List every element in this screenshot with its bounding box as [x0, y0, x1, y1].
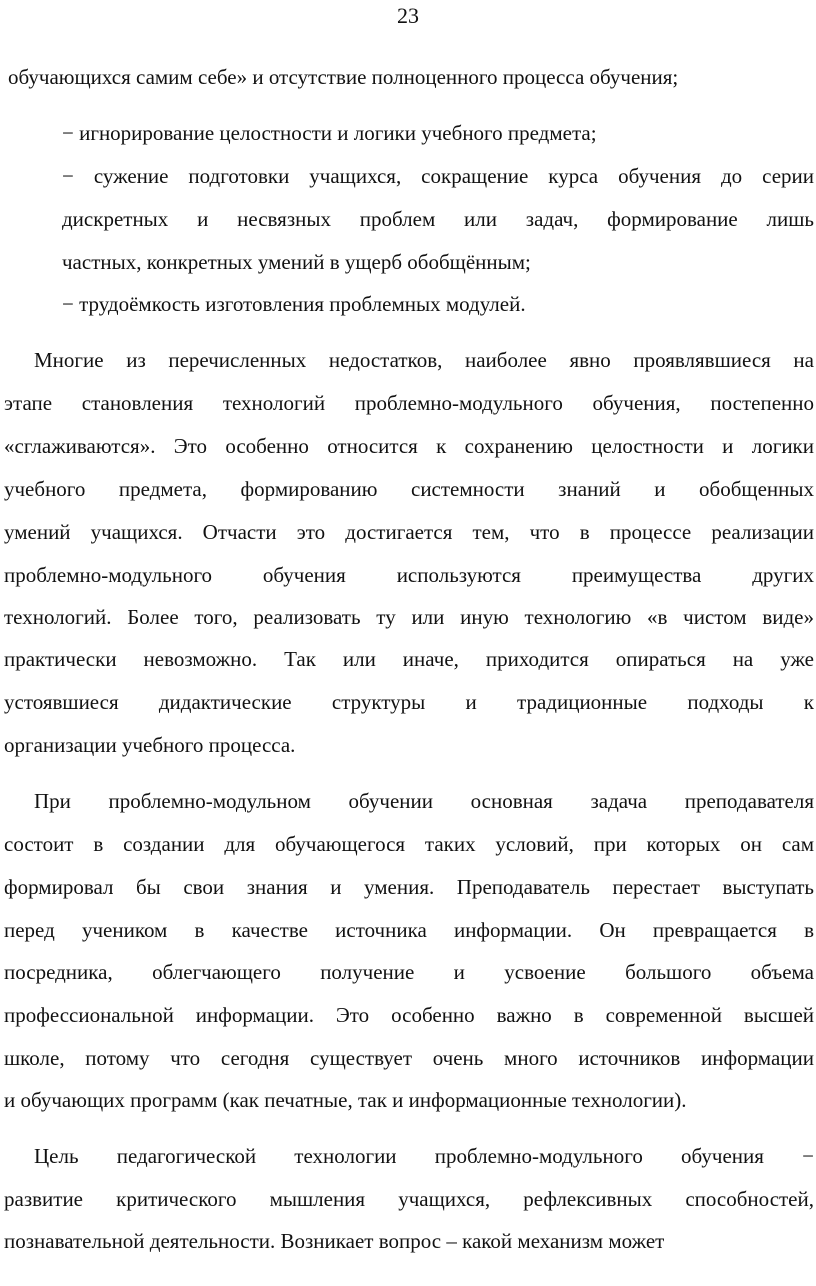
paragraph-line: Цель педагогической технологии проблемно-модульного обучения −	[34, 1144, 814, 1168]
paragraph-line: этапе становления технологий проблемно-модульного обучения, постепенно	[4, 391, 814, 415]
paragraph-line: состоит в создании для обучающегося таких условий, при которых он сам	[4, 832, 814, 856]
list-item: − игнорирование целостности и логики учебного предмета;	[62, 121, 597, 145]
paragraph-line: формировал бы свои знания и умения. Преподаватель перестает выступать	[4, 875, 814, 899]
paragraph-line: школе, потому что сегодня существует очень много источников информации	[4, 1046, 814, 1070]
paragraph-line: профессиональной информации. Это особенно важно в современной высшей	[4, 1003, 814, 1027]
paragraph-line: посредника, облегчающего получение и усвоение большого объема	[4, 960, 814, 984]
paragraph-line: При проблемно-модульном обучении основная задача преподавателя	[34, 789, 814, 813]
text-line: дискретных и несвязных проблем или задач, формирование лишь	[62, 207, 814, 231]
paragraph-line: технологий. Более того, реализовать ту или иную технологию «в чистом виде»	[4, 605, 814, 629]
text-line: частных, конкретных умений в ущерб обобщённым;	[62, 250, 531, 274]
page-number: 23	[397, 3, 419, 28]
paragraph-line: и обучающих программ (как печатные, так и информационные технологии).	[4, 1088, 687, 1112]
paragraph-line: проблемно-модульного обучения используются преимущества других	[4, 563, 814, 587]
paragraph-line: организации учебного процесса.	[4, 733, 296, 757]
list-item: − трудоёмкость изготовления проблемных модулей.	[62, 292, 526, 316]
text-line: обучающихся самим себе» и отсутствие полноценного процесса обучения;	[8, 65, 679, 89]
list-item: − сужение подготовки учащихся, сокращение курса обучения до серии	[62, 164, 814, 188]
paragraph-line: умений учащихся. Отчасти это достигается тем, что в процессе реализации	[4, 520, 814, 544]
paragraph-line: Многие из перечисленных недостатков, наиболее явно проявлявшиеся на	[34, 348, 814, 372]
paragraph-line: познавательной деятельности. Возникает вопрос – какой механизм может	[4, 1229, 665, 1253]
paragraph-line: перед учеником в качестве источника информации. Он превращается в	[4, 918, 814, 942]
paragraph-line: «сглаживаются». Это особенно относится к сохранению целостности и логики	[4, 434, 814, 458]
paragraph-line: устоявшиеся дидактические структуры и традиционные подходы к	[4, 690, 814, 714]
paragraph-line: развитие критического мышления учащихся, рефлексивных способностей,	[4, 1187, 814, 1211]
paragraph-line: практически невозможно. Так или иначе, приходится опираться на уже	[4, 647, 814, 671]
paragraph-line: учебного предмета, формированию системности знаний и обобщенных	[4, 477, 814, 501]
